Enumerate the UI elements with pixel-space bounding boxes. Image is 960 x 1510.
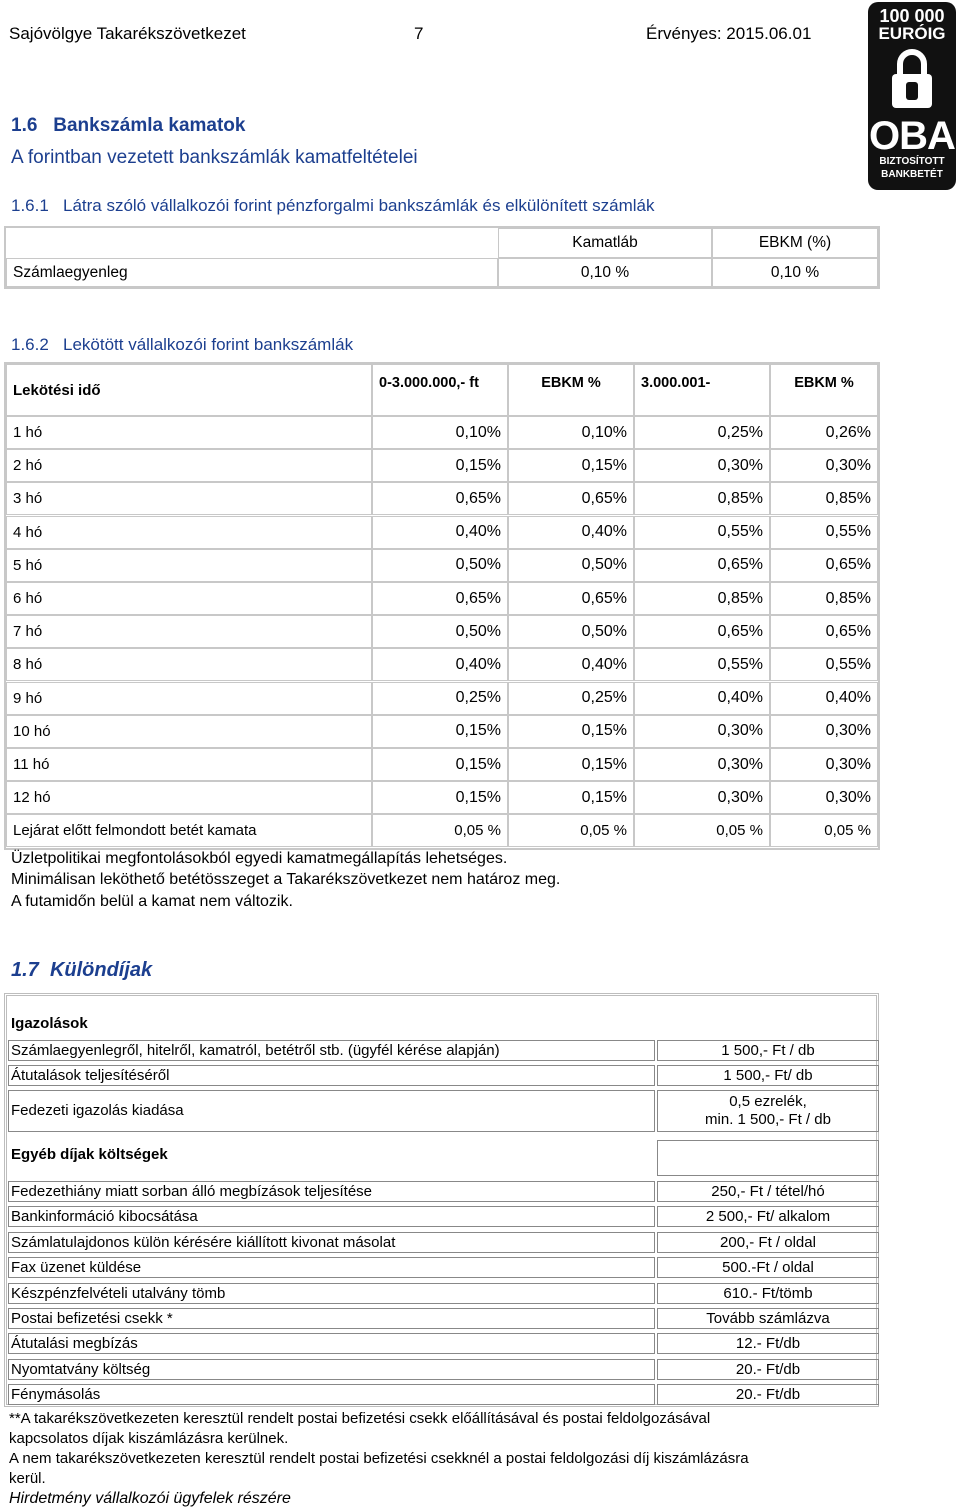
term-rate-cell: 0,40% [372,516,508,549]
term-rate-cell: 0,25% [634,416,770,449]
term-row-label: 8 hó [6,648,372,681]
section-1-6-heading [11,115,245,137]
row-label-szamlaegyenleg: Számlaegyenleg [6,258,498,287]
footer-italic: Hirdetmény vállalkozói ügyfelek részére [9,1490,291,1507]
fee-value-line: 0,5 ezrelék, [729,1093,807,1110]
term-row-label: 4 hó [6,516,372,549]
fee-label: Bankinformáció kibocsátása [8,1206,655,1227]
term-rate-cell: 0,85% [770,482,878,515]
term-row-label: 3 hó [6,482,372,515]
fee-value: 250,- Ft / tétel/hó [657,1181,879,1202]
logo-line5: BANKBETÉT [881,169,943,180]
term-rate-cell: 0,30% [770,748,878,781]
term-rate-cell: 0,65% [372,582,508,615]
term-rate-cell: 0,15% [372,715,508,748]
fee-value: 610.- Ft/tömb [657,1283,879,1304]
term-rate-cell: 0,15% [508,748,634,781]
term-row-label: 5 hó [6,549,372,582]
head-tier1: 0-3.000.000,- ft [372,364,508,416]
term-rate-cell: 0,65% [372,482,508,515]
term-rate-cell: 0,85% [634,582,770,615]
fee-label: Fax üzenet küldése [8,1257,655,1278]
term-row-label: 1 hó [6,416,372,449]
section-1-6-subtitle: A forintban vezetett bankszámlák kamatfeltételei [11,147,418,168]
term-rate-cell: 0,30% [634,748,770,781]
term-rate-cell: 0,55% [634,648,770,681]
term-rate-cell: 0,55% [770,516,878,549]
term-rate-cell: 0,50% [372,549,508,582]
term-row-label: 2 hó [6,449,372,482]
current-account-table [4,226,880,289]
col-kamatlab: Kamatláb [498,228,712,258]
term-rate-cell: 0,30% [770,781,878,814]
empty-fee-cell [657,1140,879,1176]
fee-label: Fénymásolás [8,1384,655,1405]
term-rate-cell: 0,15% [372,781,508,814]
fee-value: 12.- Ft/db [657,1333,879,1354]
term-rate-cell: 0,30% [634,781,770,814]
term-rate-cell: 0,55% [634,516,770,549]
term-rate-cell: 0,30% [634,449,770,482]
page-number: 7 [414,24,424,43]
term-rate-cell: 0,26% [770,416,878,449]
term-rate-cell: 0,50% [508,615,634,648]
fee-value: 1 500,- Ft/ db [657,1065,879,1086]
head-ebkm2: EBKM % [770,364,878,416]
term-rate-cell: 0,85% [770,582,878,615]
valid-date: Érvényes: 2015.06.01 [646,24,812,43]
section-1-6-2-title: Lekötött vállalkozói forint bankszámlák [62,335,354,354]
term-rate-cell: 0,15% [508,449,634,482]
head-ebkm1: EBKM % [508,364,634,416]
val-ebkm: 0,10 % [712,258,878,287]
term-rate-cell: 0,15% [372,449,508,482]
term-row-label: 11 hó [6,748,372,781]
footnote-1: **A takarékszövetkezeten keresztül rendelt postai befizetési csekk előállításával és postai feldolgozásával [9,1410,711,1427]
fee-value: Tovább számlázva [657,1308,879,1329]
head-lekotesi-ido: Lekötési idő [6,364,372,416]
fee-label: Nyomtatvány költség [8,1359,655,1380]
val-kamatlab: 0,10 % [498,258,712,287]
section-1-6-2-number: 1.6.2 [11,335,49,354]
fee-value [657,1090,879,1132]
term-rate-cell: 0,40% [508,648,634,681]
fee-label: Fedezeti igazolás kiadása [8,1090,655,1132]
fee-label: Fedezethiány miatt sorban álló megbízások teljesítése [8,1181,655,1202]
footnote-3: A nem takarékszövetkezeten keresztül rendelt postai befizetési csekknél a postai feldolgozási díj kiszámlázásra [9,1450,749,1467]
oba-logo [868,2,956,190]
term-row-label: Lejárat előtt felmondott betét kamata [6,814,372,847]
col-ebkm: EBKM (%) [712,228,878,258]
logo-line4: BIZTOSÍTOTT [879,156,945,167]
term-rate-cell: 0,65% [508,482,634,515]
footnote-2: kapcsolatos díjak kiszámlázásra kerülnek. [9,1430,289,1447]
fee-value: 200,- Ft / oldal [657,1232,879,1253]
fee-label: Postai befizetési csekk * [8,1308,655,1329]
term-rate-cell: 0,15% [508,781,634,814]
fee-label: Átutalások teljesítéséről [8,1065,655,1086]
section-1-6-number: 1.6 [11,115,38,136]
org-name: Sajóvölgye Takarékszövetkezet [9,24,246,43]
section-1-7-number: 1.7 [11,959,39,981]
term-rate-cell: 0,40% [372,648,508,681]
fee-value: 500.-Ft / oldal [657,1257,879,1278]
fee-value: 1 500,- Ft / db [657,1040,879,1061]
note-2: Minimálisan leköthető betétösszeget a Takarékszövetkezet nem határoz meg. [11,871,561,888]
fee-label: Számlatulajdonos külön kérésére kiállított kivonat másolat [8,1232,655,1253]
fee-label: Számlaegyenlegről, hitelről, kamatról, betétről stb. (ügyfél kérése alapján) [8,1040,655,1061]
term-row-label: 10 hó [6,715,372,748]
section-1-6-1-heading [11,196,654,216]
section-1-6-1-title: Látra szóló vállalkozói forint pénzforgalmi bankszámlák és elkülönített számlák [62,196,655,215]
fee-value-line: min. 1 500,- Ft / db [705,1111,831,1128]
section-1-7-heading [11,959,152,982]
section-1-6-2-heading [11,335,353,355]
term-rate-cell: 0,30% [770,715,878,748]
logo-line2: EURÓIG [878,24,946,43]
term-rate-cell: 0,50% [508,549,634,582]
term-row-label: 12 hó [6,781,372,814]
fee-label: Átutalási megbízás [8,1333,655,1354]
fee-value: 20.- Ft/db [657,1359,879,1380]
term-rate-cell: 0,30% [634,715,770,748]
logo-line1: 100 000 [879,6,945,26]
footnote-4: kerül. [9,1470,46,1487]
term-row-label: 7 hó [6,615,372,648]
term-rate-cell: 0,65% [634,549,770,582]
term-rate-cell: 0,25% [372,682,508,715]
term-rate-cell: 0,05 % [508,814,634,847]
term-rate-cell: 0,65% [770,549,878,582]
note-3: A futamidőn belül a kamat nem változik. [11,893,293,910]
term-rate-cell: 0,50% [372,615,508,648]
term-rate-cell: 0,65% [634,615,770,648]
term-rate-cell: 0,10% [508,416,634,449]
section-1-6-title: Bankszámla kamatok [53,115,246,136]
term-rate-cell: 0,40% [508,516,634,549]
section-1-7-title: Különdíjak [49,959,153,981]
term-rate-cell: 0,55% [770,648,878,681]
term-row-label: 9 hó [6,682,372,715]
note-1: Üzletpolitikai megfontolásokból egyedi kamatmegállapítás lehetséges. [11,850,508,867]
term-rate-cell: 0,85% [634,482,770,515]
term-row-label: 6 hó [6,582,372,615]
term-rate-cell: 0,05 % [634,814,770,847]
group-egyeb-dijak: Egyéb díjak költségek [11,1146,168,1163]
term-rate-cell: 0,05 % [372,814,508,847]
term-rate-cell: 0,15% [508,715,634,748]
term-rate-cell: 0,25% [508,682,634,715]
fee-value: 20.- Ft/db [657,1384,879,1405]
logo-line3: OBA [869,114,955,158]
term-rate-cell: 0,10% [372,416,508,449]
term-rate-cell: 0,05 % [770,814,878,847]
term-deposit-table [4,362,880,850]
section-1-6-1-number: 1.6.1 [11,196,49,215]
group-igazolasok: Igazolások [11,1015,88,1032]
head-tier2: 3.000.001- [634,364,770,416]
term-rate-cell: 0,40% [634,682,770,715]
fee-label: Készpénzfelvételi utalvány tömb [8,1283,655,1304]
term-rate-cell: 0,40% [770,682,878,715]
padlock-icon [888,46,936,110]
term-rate-cell: 0,30% [770,449,878,482]
term-rate-cell: 0,15% [372,748,508,781]
term-rate-cell: 0,65% [508,582,634,615]
term-rate-cell: 0,65% [770,615,878,648]
fee-value: 2 500,- Ft/ alkalom [657,1206,879,1227]
